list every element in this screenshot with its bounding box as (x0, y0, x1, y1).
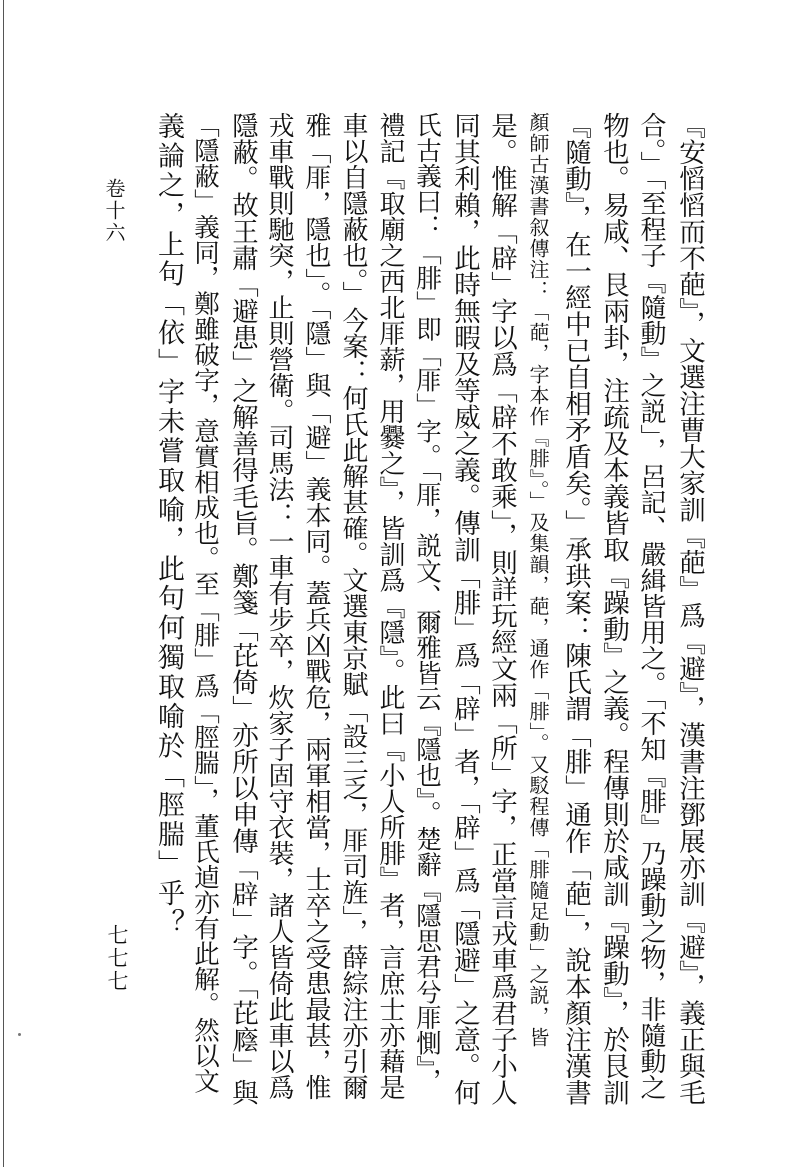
text-column-10: 車以自隱蔽也。」今案：何氏此解甚確。文選東京賦「設三乏，厞司旌」，薛綜注亦引爾 (338, 112, 368, 1100)
text-column-7: 同其利賴，此時無暇及等威之義。傳訓「腓」爲「辟」者，「辟」爲「隱避」之意。何 (449, 112, 480, 1106)
text-column-3: 物也。易咸、艮兩卦，注疏及本義皆取『躁動』之義。程傳則於咸訓『躁動』，於艮訓 (598, 112, 629, 1106)
scan-speck (18, 1033, 21, 1036)
chapter-header: 卷十六 (102, 178, 126, 244)
text-column-9: 禮記『取廟之西北厞薪，用爨之』，皆訓爲『隱』。此曰『小人所腓』者，言庶士亦藉是 (375, 112, 405, 1100)
text-column-12: 戎車戰則馳突，止則營衛。司馬法：一車有步卒，炊家子固守衣裝，諸人皆倚此車以爲 (264, 112, 294, 1100)
text-column-15: 義論之，上句「依」字未嘗取喻，此句何獨取喻於「脛腨」乎？ (153, 112, 184, 938)
text-column-6: 是。惟解「辟」字以爲「辟不敢乘」，則詳玩經文兩「所」字，正當言戎車爲君子小人 (486, 112, 517, 1106)
text-column-4: 『隨動』，在一經中已自相矛盾矣。」承珙案：陳氏謂「腓」通作「葩」，說本顏注漢書 (560, 112, 591, 1106)
text-column-5: 顏師古漢書叙傳注：「葩，字本作『腓』。」及集韻，葩，通作「腓」。又駁程傳「腓隨足動」之説，皆 (526, 112, 550, 1048)
page-edge-line (3, 0, 4, 1167)
text-column-13: 隱蔽。故王肅「避患」之解善得毛旨。鄭箋「芘倚」亦所以申傳「辟」字。「芘廕」與 (227, 112, 258, 1106)
page-number: 七七七 (105, 924, 129, 993)
text-column-1: 『安慆慆而不葩』，文選注曹大家訓『葩』爲『避』，漢書注鄧展亦訓『避』，義正與毛 (674, 112, 705, 1106)
text-column-8: 氏古義曰：「腓」即「厞」字。「厞，説文、爾雅皆云『隱也』。楚辭『隱思君兮厞惻』， (412, 112, 442, 1094)
text-column-11: 雅「厞，隱也」。「隱」與「避」義本同。蓋兵凶戰危，兩軍相當，士卒之受患最甚，惟 (301, 112, 331, 1100)
text-column-14: 「隱蔽」義同，鄭雖破字，意實相成也。至「腓」爲「脛腨」，董氏逌亦有此解。然以文 (190, 112, 220, 1094)
text-column-2: 合。」「至程子『隨動』之説」，呂記、嚴緝皆用之。「不知『腓』乃躁動之物，非隨動之 (636, 112, 666, 1100)
